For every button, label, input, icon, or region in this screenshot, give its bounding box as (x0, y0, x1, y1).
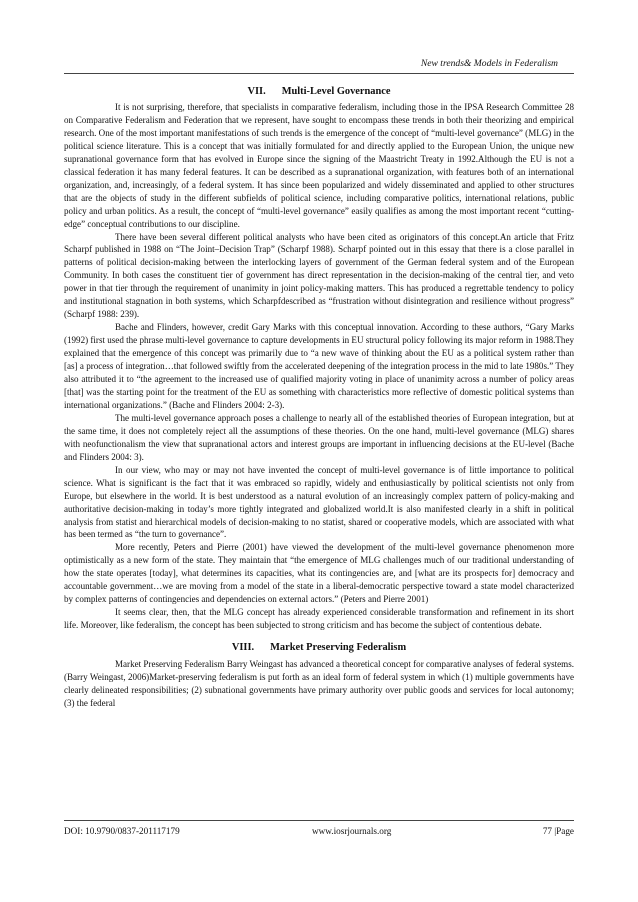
header-rule (64, 73, 574, 74)
section-heading-viii (64, 640, 574, 655)
paragraph: In our view, who may or may not have invented the concept of multi-level governance is of little importance to political science. What is significant is the fact that it was embraced so rapidly, widely and enthusiastically by political scientists not only from Europe, but elsewhere in the world. It is best understood as a natural evolution of an increasingly complex pattern of policy-making and authoritative decision-making in today’s more tightly integrated and globalized world.It is also manifested clearly in a shift in political analysis from statist and hierarchical models of decision-making to no statist, shared or cooperative models, which are associated with what has been termed as “the turn to governance”. (64, 464, 574, 540)
paragraph: More recently, Peters and Pierre (2001) have viewed the development of the multi-level governance phenomenon more optimistically as a new form of the state. They maintain that “the emergence of MLG challenges much of our traditional understanding of how the state operates [today], what determines its capacities, what its contingencies are, and [what are its prospects for] democracy and accountable government…we are moving from a model of the state in a liberal-democratic perspective toward a state model characterized by complex patterns of contingencies and dependencies on external actors.” (Peters and Pierre 2001) (64, 542, 574, 605)
section-number: VII. (247, 86, 266, 97)
running-head-title: New trends& Models in Federalism (420, 58, 558, 69)
footer-doi: DOI: 10.9790/0837-201117179 (64, 826, 180, 836)
paragraph: Market Preserving Federalism Barry Weingast has advanced a theoretical concept for comparative analyses of federal systems.(Barry Weingast, 2006)Market-preserving federalism is put forth as an ideal form of federal system in which (1) multiple governments have clearly delineated responsibilities; (2) subnational governments have primary authority over public goods and services for local autonomy; (3) the federal (64, 659, 574, 708)
paragraph: There have been several different political analysts who have been cited as originators of this concept.An article that Fritz Scharpf published in 1988 on “The Joint–Decision Trap” (Scharpf 1988). Scharpf pointed out in this essay that there is a close parallel in patterns of political decision-making between the interlocking layers of government of the German federal system and of the European Community. In both cases the constituent tier of government has direct representation in the decision-making of the central tier, and veto power in that tier through the requirement of unanimity in joint policy-making matters. This has produced a regrettable tendency to policy and institutional stagnation in both systems, which Scharpfdescribed as “frustration without disintegration and resilience without progress” (Scharpf 1988: 239). (64, 231, 574, 320)
page-body (64, 84, 574, 710)
footer-page-number: 77 |Page (542, 826, 574, 836)
footer-rule (64, 820, 574, 821)
section-heading-vii (64, 84, 574, 99)
paragraph: It is not surprising, therefore, that specialists in comparative federalism, including those in the IPSA Research Committee 28 on Comparative Federalism and Federation that we represent, have sought to encompass these trends in both their theorizing and empirical research. One of the most important manifestations of such trends is the emergence of the concept of “multi-level governance” (MLG) in the political science literature. This is a concept that was initially formulated for and directly applied to the European Union, the unique new supranational governance form that has evolved in Europe since the signing of the Maastricht Treaty in 1992.Although the EU is not a classical federation it has many federal features. It can be described as a supranational organization, with features both of an international organization, and, increasingly, of a federal system. It has since been popularized and widely disseminated and applied to other structures that are the objects of study in the different subfields of political science, including comparative politics, international relations, public policy and urban politics. As a result, the concept of “multi-level governance” easily qualifies as among the most important recent “cutting-edge” conceptual contributions to our discipline. (64, 102, 574, 229)
paragraph: The multi-level governance approach poses a challenge to nearly all of the established theories of European integration, but at the same time, it does not completely reject all the assumptions of these theories. On the one hand, multi-level governance (MLG) shares with neofunctionalism the view that supranational actors and interest groups are important in influencing decisions at the EU-level (Bache and Flinders 2004: 3). (64, 412, 574, 462)
section-title: Market Preserving Federalism (270, 642, 407, 654)
footer-website: www.iosrjournals.org (312, 826, 392, 836)
section-title: Multi-Level Governance (281, 86, 391, 97)
paragraph: Bache and Flinders, however, credit Gary Marks with this conceptual innovation. According to these authors, “Gary Marks (1992) first used the phrase multi-level governance to capture developments in EU structural policy following its major reform in 1988.They explained that the emergence of this concept was primarily due to “a new wave of thinking about the EU as a political system rather than [as] a process of integration…that followed swiftly from the accelerated deepening of the integration process in the mid to late 1980s.” They also attributed it to “the agreement to the increased use of qualified majority voting in place of unanimity across a number of policy areas [that] was the starting point for the treatment of the EU as something with characteristics more reflective of domestic political systems than international organizations.” (Bache and Flinders 2004: 2-3). (64, 322, 574, 410)
section-number: VIII. (231, 642, 255, 654)
paragraph: It seems clear, then, that the MLG concept has already experienced considerable transformation and refinement in its short life. Moreover, like federalism, the concept has been subjected to strong criticism and has become the subject of contentious debate. (64, 607, 574, 631)
